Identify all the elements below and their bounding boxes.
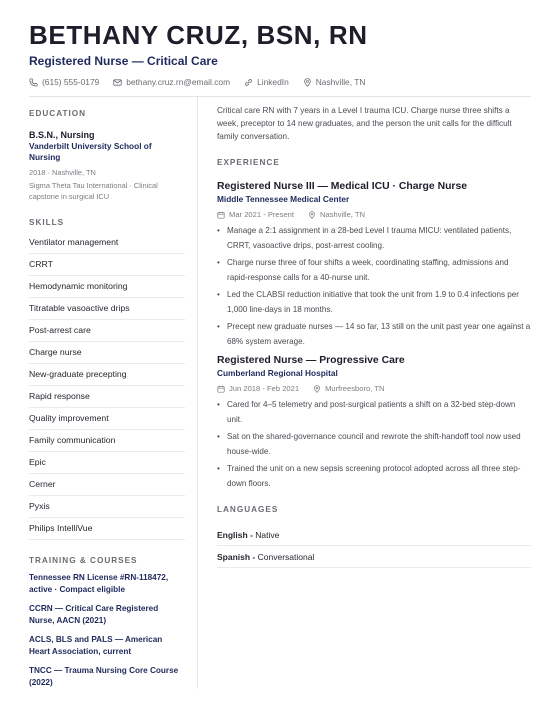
skill-item: Hemodynamic monitoring (29, 276, 185, 298)
skill-item: Epic (29, 452, 185, 474)
skill-item: CRRT (29, 254, 185, 276)
job-title: Registered Nurse — Progressive Care (217, 355, 405, 366)
location-text: Nashville, TN (315, 77, 366, 87)
job-dates: Mar 2021 - Present (229, 210, 294, 219)
job-dates: Jun 2018 - Feb 2021 (229, 384, 300, 393)
job-bullet: • Sat on the shared-governance council and rewrote the shift-handoff tool now used house-wide. (217, 430, 531, 459)
education-section (29, 109, 185, 202)
calendar-icon (217, 211, 225, 219)
job-bullet: • Led the CLABSI reduction initiative that took the unit from 1.9 to 0.4 infections per 1,000 line-days in 18 months. (217, 288, 531, 317)
body-columns (29, 97, 531, 689)
education-degree: B.S.N., Nursing (29, 130, 95, 140)
skill-item: Philips IntelliVue (29, 518, 185, 540)
experience-section (217, 158, 531, 491)
mail-icon (113, 78, 122, 87)
job-bullets (217, 224, 531, 349)
location-pin-icon (308, 211, 316, 219)
language-name: Spanish (217, 552, 251, 562)
job-meta (217, 210, 531, 219)
phone-text: (615) 555-0179 (42, 77, 100, 87)
contact-bar (29, 77, 531, 87)
education-honors: Sigma Theta Tau International · Clinical capstone in surgical ICU (29, 181, 158, 201)
course-item: Tennessee RN License #RN-118472, active · Compact eligible (29, 573, 169, 594)
job-location: Murfreesboro, TN (325, 384, 385, 393)
left-column (29, 97, 198, 689)
contact-linkedin[interactable] (244, 77, 289, 87)
job-bullets (217, 398, 531, 491)
skill-item: Cerner (29, 474, 185, 496)
contact-phone[interactable] (29, 77, 99, 87)
job-bullet: • Trained the unit on a new sepsis screening protocol adopted across all three step-down floors. (217, 462, 531, 491)
job-location: Nashville, TN (320, 210, 366, 219)
location-pin-icon (313, 385, 321, 393)
course-item: ACLS, BLS and PALS — American Heart Association, current (29, 635, 163, 656)
job-bullet: • Manage a 2:1 assignment in a 28-bed Level I trauma MICU: ventilated patients, CRRT, vasoactive drips, post-arrest cooling. (217, 224, 531, 253)
job-bullet: • Charge nurse three of four shifts a week, coordinating staffing, admissions and rapid-response calls for a 40-nurse unit. (217, 256, 531, 285)
job-company: Cumberland Regional Hospital (217, 368, 338, 378)
skills-section (29, 218, 185, 540)
job-meta (217, 384, 531, 393)
training-section (29, 556, 185, 689)
education-school: Vanderbilt University School of Nursing (29, 141, 152, 162)
education-meta: 2018 · Nashville, TN (29, 168, 96, 177)
headline: Registered Nurse — Critical Care (29, 54, 218, 68)
skill-item: Rapid response (29, 386, 185, 408)
job-bullet: • Cared for 4–5 telemetry and post-surgical patients a shift on a 32-bed step-down unit. (217, 398, 531, 427)
phone-icon (29, 78, 38, 87)
job-company: Middle Tennessee Medical Center (217, 194, 350, 204)
skill-item: Charge nurse (29, 342, 185, 364)
job-title: Registered Nurse III — Medical ICU · Charge Nurse (217, 181, 468, 192)
training-title: TRAINING & COURSES (29, 556, 138, 565)
calendar-icon (217, 385, 225, 393)
education-title: EDUCATION (29, 109, 87, 118)
skill-item: Pyxis (29, 496, 185, 518)
job-entry (217, 180, 531, 349)
skill-item: Post-arrest care (29, 320, 185, 342)
linkedin-text: LinkedIn (257, 77, 289, 87)
language-item: English - Native (217, 524, 531, 546)
languages-title: LANGUAGES (217, 505, 279, 514)
language-item: Spanish - Conversational (217, 546, 531, 568)
skill-item: Titratable vasoactive drips (29, 298, 185, 320)
skill-item: Quality improvement (29, 408, 185, 430)
profile-summary: Critical care RN with 7 years in a Level I trauma ICU. Charge nurse three shifts a week, preceptor to 14 new graduates, and the person the unit calls for the difficult family conversation. (217, 106, 512, 141)
candidate-name: BETHANY CRUZ, BSN, RN (29, 20, 368, 50)
language-level: Native (255, 530, 280, 540)
right-column (198, 97, 531, 689)
skill-item: Family communication (29, 430, 185, 452)
job-bullet: • Precept new graduate nurses — 14 so far, 13 still on the unit past year one against a 68% system average. (217, 320, 531, 349)
language-name: English (217, 530, 248, 540)
contact-email[interactable] (113, 77, 230, 87)
course-item: TNCC — Trauma Nursing Core Course (2022) (29, 666, 179, 687)
location-pin-icon (303, 78, 312, 87)
job-entry (217, 354, 531, 491)
email-text: bethany.cruz.rn@email.com (126, 77, 231, 87)
contact-location (303, 77, 366, 87)
link-icon (244, 78, 253, 87)
skill-item: New-graduate precepting (29, 364, 185, 386)
languages-section (217, 505, 531, 568)
skills-title: SKILLS (29, 218, 65, 227)
experience-title: EXPERIENCE (217, 158, 280, 167)
course-item: CCRN — Critical Care Registered Nurse, AACN (2021) (29, 604, 159, 625)
skill-item: Ventilator management (29, 232, 185, 254)
language-level: Conversational (257, 552, 315, 562)
